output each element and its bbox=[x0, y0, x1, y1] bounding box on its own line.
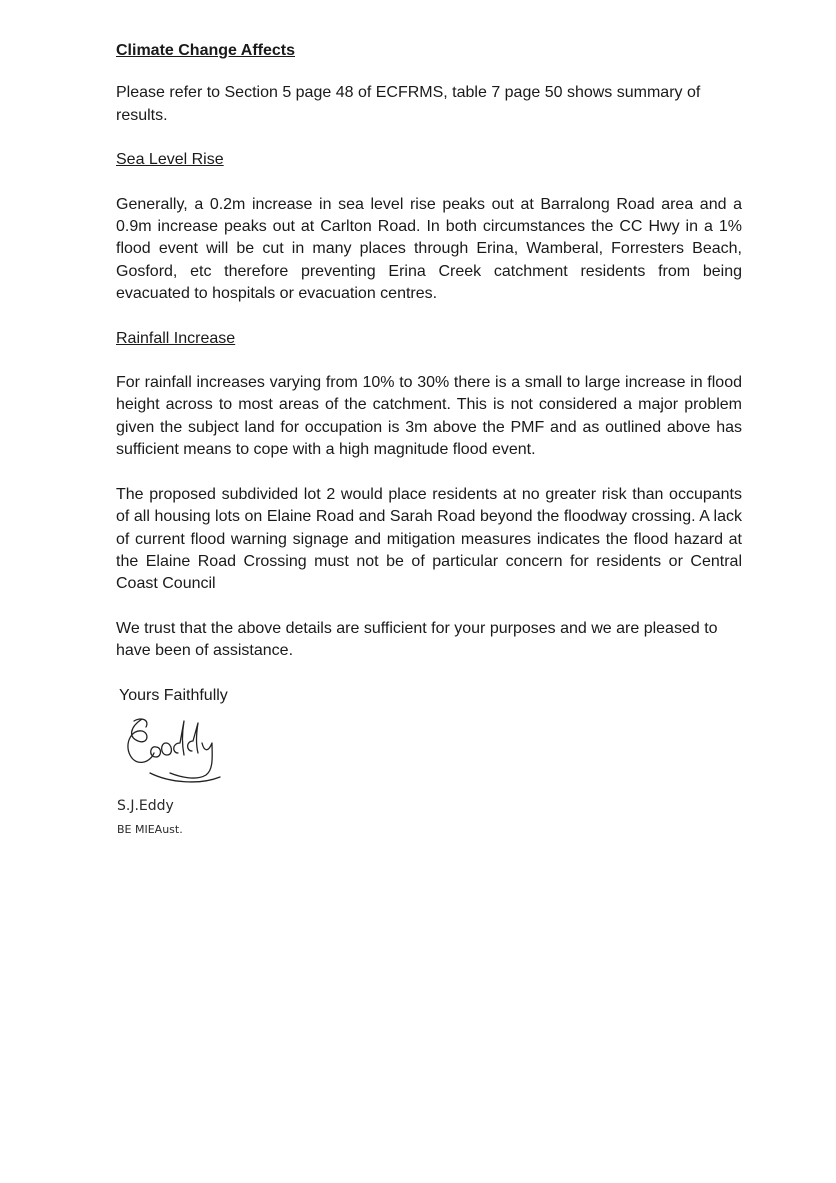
signatory-credentials: BE MIEAust. bbox=[117, 823, 183, 837]
sign-off: Yours Faithfully bbox=[119, 686, 228, 704]
intro-paragraph: Please refer to Section 5 page 48 of ECFRMS, table 7 page 50 shows summary of results. bbox=[116, 84, 701, 124]
letter-page bbox=[116, 40, 742, 842]
closing-paragraph: We trust that the above details are sufficient for your purposes and we are pleased to have been of assistance. bbox=[116, 619, 718, 660]
signatory-name: S.J.Eddy bbox=[117, 797, 174, 814]
sea-level-paragraph: Generally, a 0.2m increase in sea level rise peaks out at Barralong Road area and a 0.9m increase peaks out at Carlton Road. In both circumstances the CC Hwy in a 1% flood event will be cut in many places through Erina, Wamberal, Forresters Beach, Gosford, etc therefore preventing Erina Creek catchment residents from being evacuated to hospitals or evacuation centres. bbox=[116, 195, 742, 303]
section-title: Climate Change Affects bbox=[116, 42, 295, 59]
handwritten-signature bbox=[120, 713, 230, 789]
rainfall-heading: Rainfall Increase bbox=[116, 329, 236, 347]
subdivision-paragraph: The proposed subdivided lot 2 would place residents at no greater risk than occupants of all housing lots on Elaine Road and Sarah Road beyond the floodway crossing. A lack of current flood warning signage and mitigation measures indicates the flood hazard at the Elaine Road Crossing must not be of particular concern for residents or Central Coast Council bbox=[116, 485, 742, 593]
rainfall-paragraph: For rainfall increases varying from 10% to 30% there is a small to large increase in flood height across to most areas of the catchment. This is not considered a major problem given the subject land for occupation is 3m above the PMF and as outlined above has sufficient means to cope with a high magnitude flood event. bbox=[116, 374, 742, 459]
sea-level-heading: Sea Level Rise bbox=[116, 151, 224, 169]
